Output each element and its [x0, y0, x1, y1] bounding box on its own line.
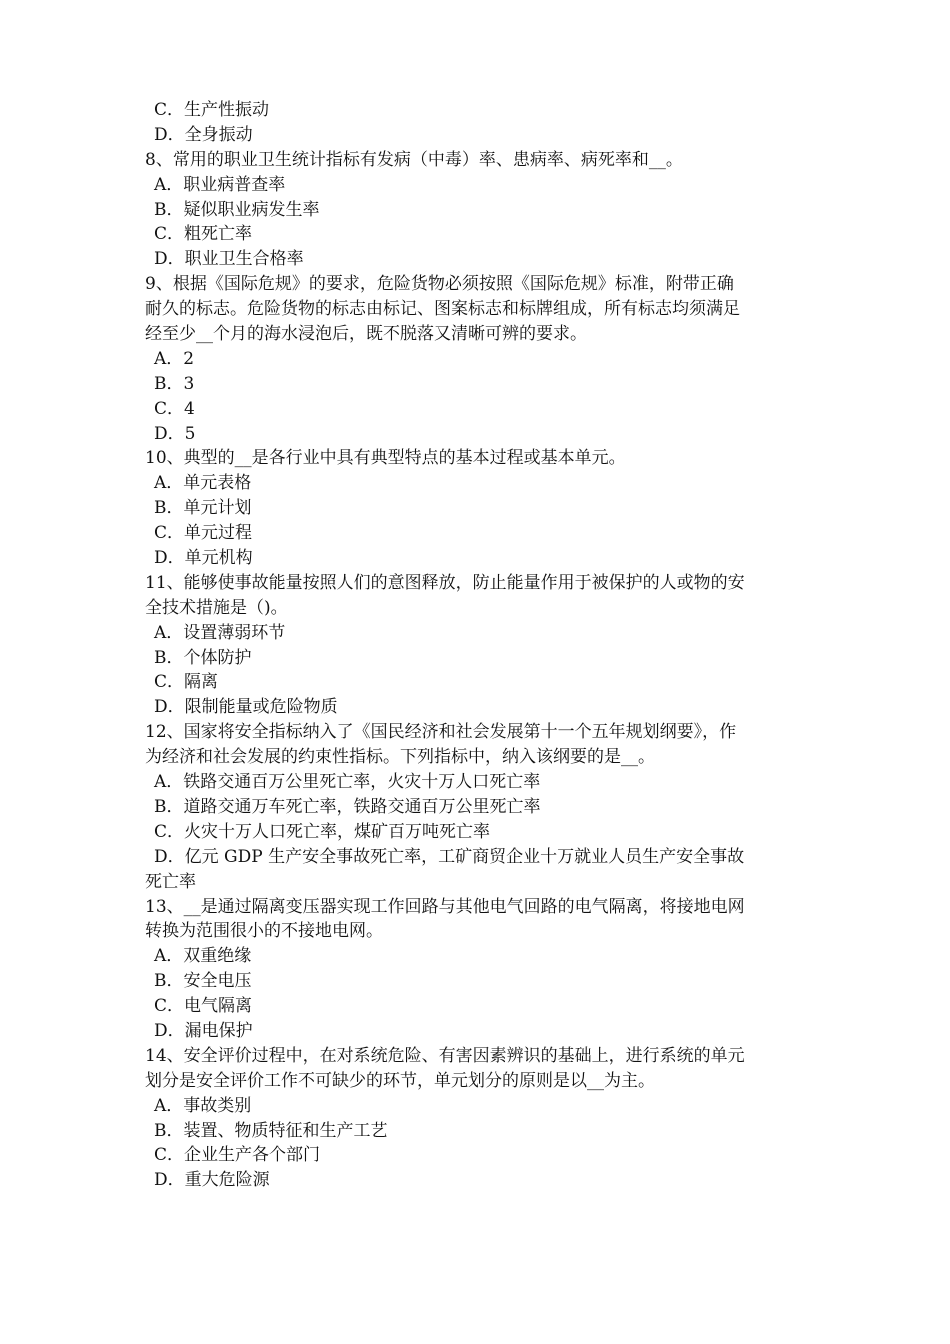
answer-option-line: B．安全电压 — [154, 971, 252, 992]
answer-option-line: B．单元计划 — [154, 498, 252, 519]
answer-option-line: A．设置薄弱环节 — [154, 622, 286, 643]
answer-option-line: C．生产性振动 — [154, 100, 270, 120]
document-page — [145, 98, 810, 1193]
question-text-line: 经至少__个月的海水浸泡后，既不脱落又清晰可辨的要求。 — [145, 324, 587, 345]
question-text-line: 为经济和社会发展的约束性指标。下列指标中，纳入该纲要的是__。 — [145, 747, 655, 768]
question-text-line: 耐久的标志。危险货物的标志由标记、图案标志和标牌组成，所有标志均须满足 — [145, 299, 740, 320]
answer-option-line: D．全身振动 — [154, 124, 253, 145]
question-text-line: 14、安全评价过程中，在对系统危险、有害因素辨识的基础上，进行系统的单元 — [145, 1045, 745, 1066]
answer-option-line: C．粗死亡率 — [154, 224, 253, 245]
answer-option-line: C．单元过程 — [154, 523, 253, 544]
answer-option-line: D．重大危险源 — [154, 1170, 270, 1191]
question-text-line: 9、根据《国际危规》的要求，危险货物必须按照《国际危规》标准，附带正确 — [145, 274, 734, 295]
answer-option-line: C．电气隔离 — [154, 996, 253, 1017]
answer-option-line: D．亿元 GDP 生产安全事故死亡率，工矿商贸企业十万就业人员生产安全事故 — [154, 846, 745, 867]
question-text-line: 12、国家将安全指标纳入了《国民经济和社会发展第十一个五年规划纲要》，作 — [145, 722, 737, 743]
answer-option-line: A．事故类别 — [154, 1095, 252, 1116]
question-text-line: 11、能够使事故能量按照人们的意图释放，防止能量作用于被保护的人或物的安 — [145, 572, 745, 593]
answer-option-line: A．2 — [154, 348, 195, 369]
answer-option-line: B．个体防护 — [154, 647, 252, 668]
answer-option-line: A．职业病普查率 — [154, 174, 286, 195]
answer-option-line: D．漏电保护 — [154, 1020, 253, 1041]
answer-option-line: D．限制能量或危险物质 — [154, 697, 338, 718]
question-text-line: 13、__是通过隔离变压器实现工作回路与其他电气回路的电气隔离，将接地电网 — [145, 896, 745, 917]
answer-option-line: D．职业卫生合格率 — [154, 249, 304, 270]
question-text-line: 划分是安全评价工作不可缺少的环节，单元划分的原则是以__为主。 — [145, 1070, 655, 1091]
question-text-line: 10、典型的__是各行业中具有典型特点的基本过程或基本单元。 — [145, 448, 626, 469]
answer-option-line: B．装置、物质特征和生产工艺 — [154, 1120, 388, 1141]
answer-option-line: C．火灾十万人口死亡率，煤矿百万吨死亡率 — [154, 821, 491, 842]
question-text-line: 转换为范围很小的不接地电网。 — [145, 921, 383, 942]
answer-option-line: D．单元机构 — [154, 548, 253, 569]
answer-option-line: B．3 — [154, 373, 195, 394]
question-text-line: 8、常用的职业卫生统计指标有发病（中毒）率、患病率、病死率和__。 — [145, 149, 683, 170]
answer-option-line: C．企业生产各个部门 — [154, 1145, 321, 1166]
answer-option-line: B．疑似职业病发生率 — [154, 199, 320, 220]
answer-option-line: B．道路交通万车死亡率，铁路交通百万公里死亡率 — [154, 796, 541, 817]
answer-option-line: C．隔离 — [154, 672, 219, 693]
question-text-line: 全技术措施是（)。 — [145, 597, 288, 618]
answer-option-line: A．铁路交通百万公里死亡率，火灾十万人口死亡率 — [154, 772, 541, 793]
answer-option-line: C．4 — [154, 398, 195, 419]
question-text-line: 死亡率 — [145, 871, 196, 892]
answer-option-line: D．5 — [154, 423, 196, 444]
answer-option-line: A．单元表格 — [154, 473, 252, 494]
answer-option-line: A．双重绝缘 — [154, 946, 252, 967]
